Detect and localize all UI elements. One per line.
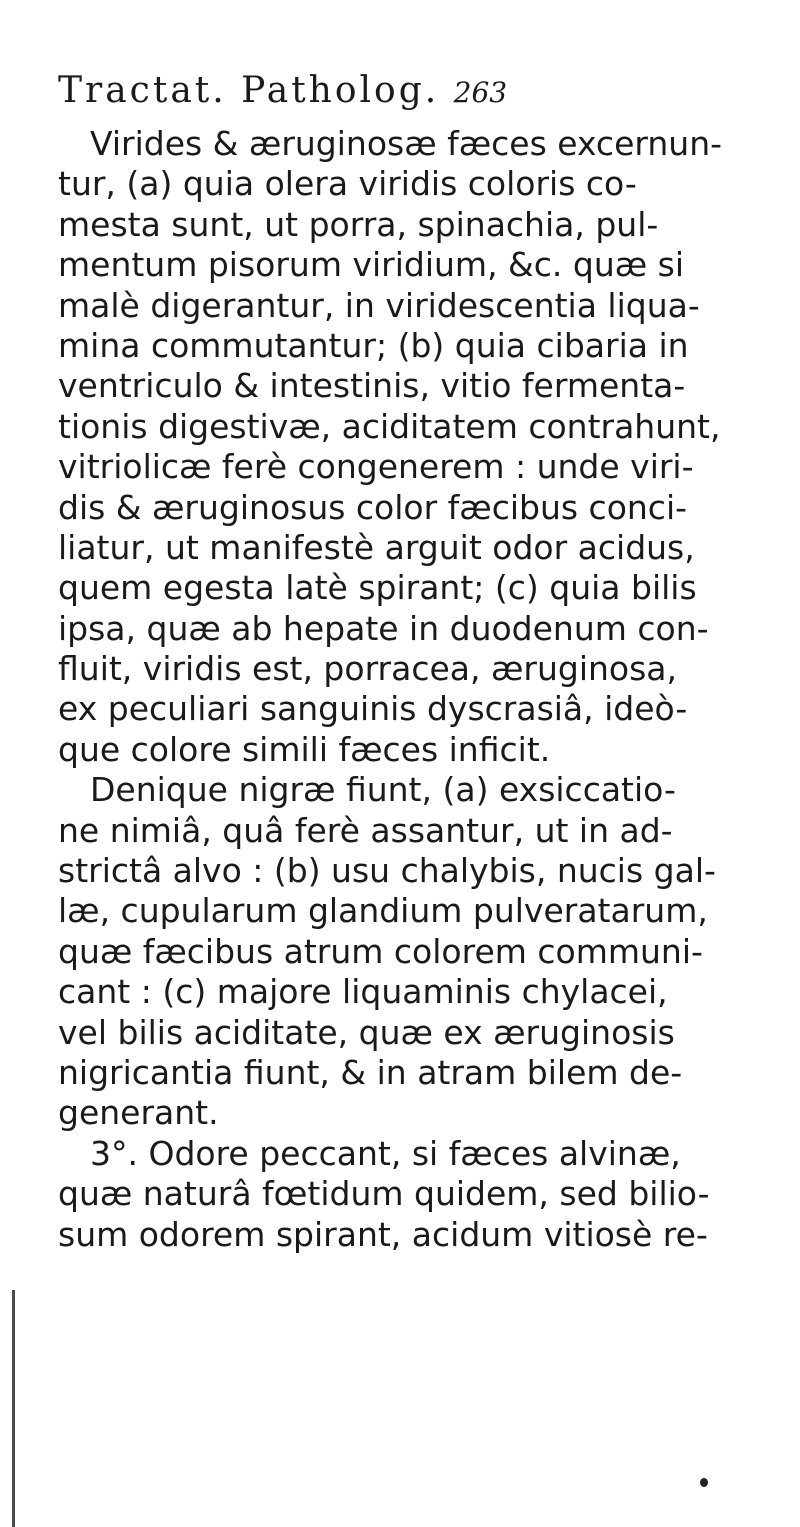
- text-line: generant.: [58, 1093, 219, 1133]
- text-line: cant : (c) majore liquaminis chylacei,: [58, 972, 668, 1012]
- header-title: Tractat. Patholog.: [58, 70, 440, 111]
- text-line: vitriolicæ ferè congenerem : unde viri-: [58, 447, 694, 487]
- text-line: Virides & æruginosæ fæces excernun-: [90, 124, 723, 163]
- gutter-shadow: [12, 1290, 15, 1527]
- text-line: fluit, viridis est, porracea, æruginosa,: [58, 649, 678, 689]
- body-text: [58, 124, 778, 1255]
- text-line: quæ fæcibus atrum colorem communi-: [58, 931, 703, 971]
- page-number: 263: [453, 76, 508, 109]
- text-line: nigricantia fiunt, & in atram bilem de-: [58, 1052, 683, 1092]
- text-line: tur, (a) quia olera viridis coloris co-: [58, 164, 637, 204]
- text-line: vel bilis aciditate, quæ ex æruginosis: [58, 1012, 675, 1052]
- text-line: mina commutantur; (b) quia cibaria in: [58, 325, 689, 365]
- text-line: ipsa, quæ ab hepate in duodenum con-: [58, 608, 709, 648]
- text-line: ne nimiâ, quâ ferè assantur, ut in ad-: [58, 810, 673, 850]
- text-line: quem egesta latè spirant; (c) quia bilis: [58, 568, 697, 608]
- text-line: sum odorem spirant, acidum vitiosè re-: [58, 1214, 708, 1254]
- text-line: læ, cupularum glandium pulveratarum,: [58, 891, 708, 931]
- text-line: malè digerantur, in viridescentia liqua-: [58, 285, 700, 325]
- text-line: strictâ alvo : (b) usu chalybis, nucis gal-: [58, 851, 716, 891]
- text-line: que colore simili fæces inficit.: [58, 729, 551, 769]
- text-line: 3°. Odore peccant, si fæces alvinæ,: [90, 1133, 681, 1173]
- ink-speck: [700, 1478, 708, 1487]
- text-line: ex peculiari sanguinis dyscrasiâ, ideò-: [58, 689, 688, 729]
- text-line: ventriculo & intestinis, vitio fermenta-: [58, 366, 686, 406]
- text-line: Denique nigræ fiunt, (a) exsiccatio-: [90, 770, 676, 810]
- text-line: tionis digestivæ, aciditatem contrahunt,: [58, 406, 721, 446]
- text-line: mentum pisorum viridium, &c. quæ si: [58, 245, 685, 285]
- text-line: liatur, ut manifestè arguit odor acidus,: [58, 527, 695, 567]
- text-line: dis & æruginosus color fæcibus conci-: [58, 487, 688, 527]
- text-line: quæ naturâ fœtidum quidem, sed bilio-: [58, 1174, 710, 1214]
- running-header: [58, 70, 778, 111]
- text-line: mesta sunt, ut porra, spinachia, pul-: [58, 204, 659, 244]
